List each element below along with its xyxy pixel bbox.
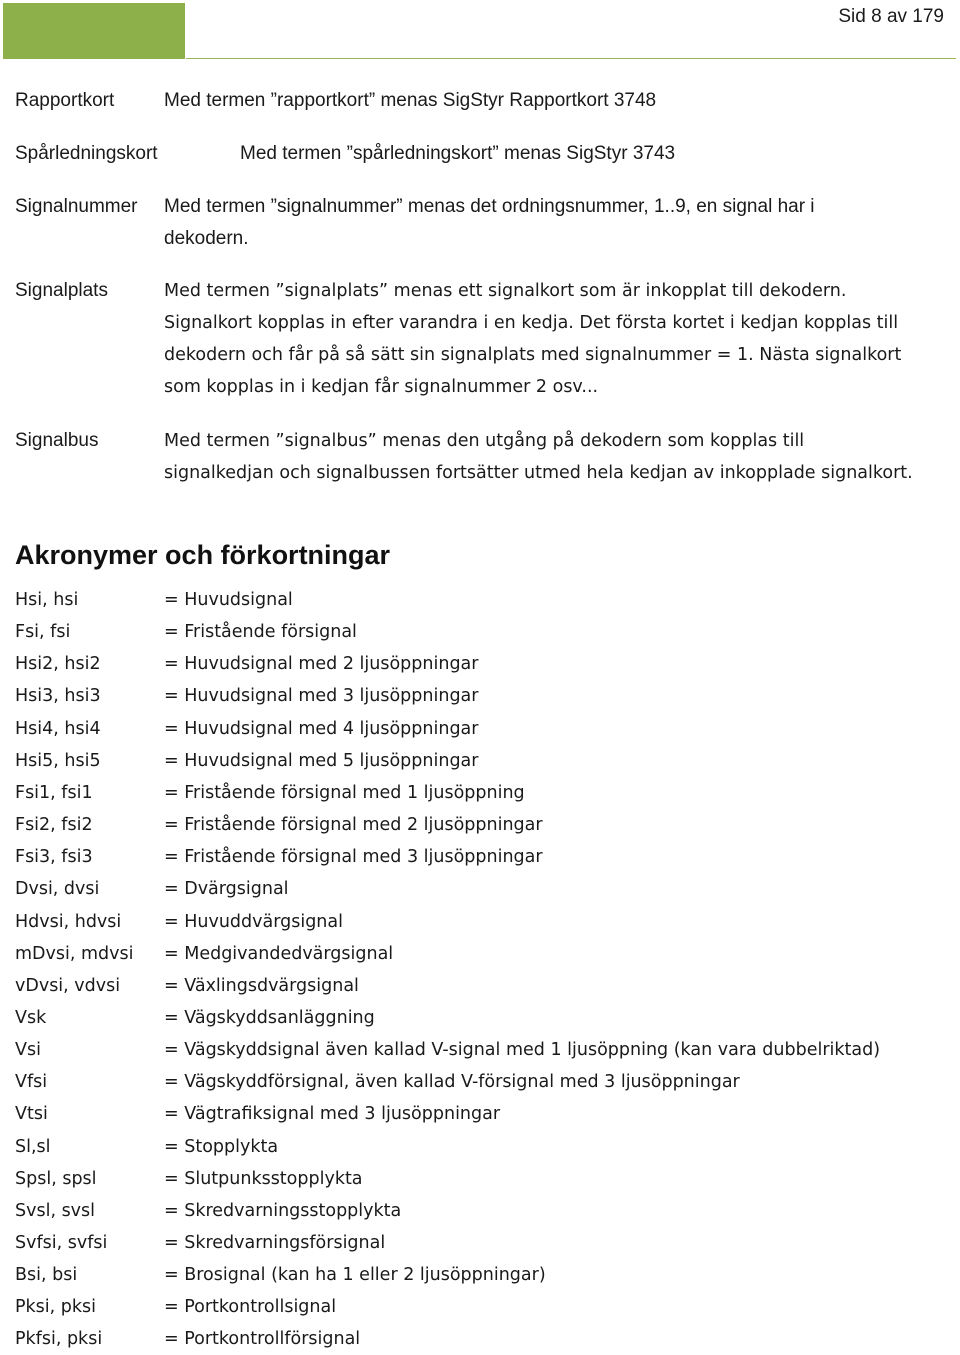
acronym-abbreviation: Hsi4, hsi4 [15,718,101,739]
definition-text: Med termen ”signalbus” menas den utgång på dekodern som kopplas till [164,431,805,451]
acronym-row [15,906,945,938]
acronym-meaning: = Brosignal (kan ha 1 eller 2 ljusöppningar) [164,1265,546,1286]
definition-text: Med termen ”rapportkort” menas SigStyr Rapportkort 3748 [164,90,657,111]
definition-term: Rapportkort [15,90,115,111]
definition-text: Signalkort kopplas in efter varandra i en kedja. Det första kortet i kedjan kopplas till [164,313,899,333]
header-accent-block [3,3,185,59]
acronym-abbreviation: Svsl, svsl [15,1200,96,1221]
acronym-abbreviation: Pkfsi, pksi [15,1329,103,1350]
page-header [0,0,960,62]
acronym-meaning: = Dvärgsignal [164,879,289,900]
acronym-abbreviation: Hsi5, hsi5 [15,750,101,771]
acronym-row [15,713,945,745]
acronym-abbreviation: Dvsi, dvsi [15,879,100,900]
acronym-meaning: = Huvudsignal med 5 ljusöppningar [164,750,479,771]
definition-text: som kopplas in i kedjan får signalnummer 2 osv... [164,377,599,397]
acronym-row [15,616,945,648]
acronym-meaning: = Vägskyddförsignal, även kallad V-försignal med 3 ljusöppningar [164,1072,740,1093]
acronym-meaning: = Slutpunksstopplykta [164,1168,363,1189]
acronym-row [15,648,945,680]
acronym-abbreviation: Svfsi, svfsi [15,1233,108,1253]
acronym-meaning: = Fristående försignal med 1 ljusöppning [164,782,525,803]
acronym-row [15,1195,945,1227]
acronym-meaning: = Fristående försignal [164,622,357,643]
definition-term: Signalplats [15,280,108,301]
acronym-row [15,1259,945,1291]
definition-text: Med termen ”signalnummer” menas det ordningsnummer, 1..9, en signal har i [164,196,815,217]
acronym-row [15,777,945,809]
acronym-abbreviation: Fsi1, fsi1 [15,782,93,803]
acronym-meaning: = Huvudsignal [164,590,293,610]
acronym-row [15,873,945,905]
acronym-meaning: = Vägskyddsignal även kallad V-signal med 1 ljusöppning (kan vara dubbelriktad) [164,1040,881,1061]
acronym-meaning: = Portkontrollsignal [164,1297,337,1318]
acronym-row [15,970,945,1002]
acronym-row [15,1227,945,1259]
acronym-abbreviation: Hdvsi, hdvsi [15,911,122,932]
definition-term: Spårledningskort [15,143,158,164]
acronym-meaning: = Huvudsignal med 2 ljusöppningar [164,654,479,675]
acronym-abbreviation: mDvsi, mdvsi [15,943,134,964]
acronym-abbreviation: Bsi, bsi [15,1265,78,1286]
acronym-row [15,1131,945,1163]
acronym-meaning: = Vägtrafiksignal med 3 ljusöppningar [164,1104,501,1125]
acronym-meaning: = Stopplykta [164,1136,279,1157]
acronym-abbreviation: Vfsi [15,1072,48,1093]
acronym-abbreviation: Vtsi [15,1104,48,1125]
definition-term: Signalbus [15,430,99,451]
acronym-row [15,1163,945,1195]
acronym-abbreviation: Hsi3, hsi3 [15,686,101,707]
acronym-meaning: = Växlingsdvärgsignal [164,975,359,996]
acronym-abbreviation: Hsi, hsi [15,590,79,610]
acronym-row [15,745,945,777]
acronym-abbreviation: Fsi2, fsi2 [15,815,93,836]
acronym-row [15,1066,945,1098]
acronym-row [15,680,945,712]
acronym-row [15,841,945,873]
acronym-row [15,1002,945,1034]
acronym-meaning: = Huvudsignal med 4 ljusöppningar [164,718,479,739]
acronym-meaning: = Huvudsignal med 3 ljusöppningar [164,686,479,707]
acronym-meaning: = Fristående försignal med 2 ljusöppningar [164,815,543,836]
acronym-row [15,1098,945,1130]
acronym-row [15,1291,945,1323]
acronym-row [15,584,945,616]
acronym-row [15,809,945,841]
acronym-meaning: = Skredvarningsstopplykta [164,1200,402,1221]
header-divider [186,58,956,59]
acronym-abbreviation: Vsi [15,1040,41,1061]
acronym-meaning: = Vägskyddsanläggning [164,1007,375,1028]
definition-text: signalkedjan och signalbussen fortsätter utmed hela kedjan av inkopplade signalkort. [164,463,913,483]
acronym-abbreviation: Vsk [15,1007,47,1028]
definition-text: dekodern och får på så sätt sin signalplats med signalnummer = 1. Nästa signalkort [164,345,902,365]
acronym-row [15,938,945,970]
acronym-abbreviation: Sl,sl [15,1136,51,1157]
page-number: Sid 8 av 179 [838,6,944,27]
acronym-meaning: = Fristående försignal med 3 ljusöppningar [164,847,543,868]
acronym-meaning: = Huvuddvärgsignal [164,911,343,932]
definition-text: dekodern. [164,228,249,249]
acronym-meaning: = Medgivandedvärgsignal [164,943,394,964]
definition-term: Signalnummer [15,196,138,217]
section-heading: Akronymer och förkortningar [15,540,391,570]
acronym-abbreviation: Spsl, spsl [15,1168,97,1189]
acronym-abbreviation: Fsi, fsi [15,622,71,643]
definition-text: Med termen ”signalplats” menas ett signalkort som är inkopplat till dekodern. [164,281,847,301]
acronym-row [15,1034,945,1066]
acronym-abbreviation: Fsi3, fsi3 [15,847,93,868]
acronym-meaning: = Portkontrollförsignal [164,1329,361,1350]
acronym-row [15,1323,945,1355]
acronym-abbreviation: vDvsi, vdvsi [15,975,121,996]
acronym-abbreviation: Hsi2, hsi2 [15,654,101,675]
definition-text: Med termen ”spårledningskort” menas SigStyr 3743 [240,143,676,164]
acronym-abbreviation: Pksi, pksi [15,1297,97,1318]
acronym-meaning: = Skredvarningsförsignal [164,1233,386,1253]
